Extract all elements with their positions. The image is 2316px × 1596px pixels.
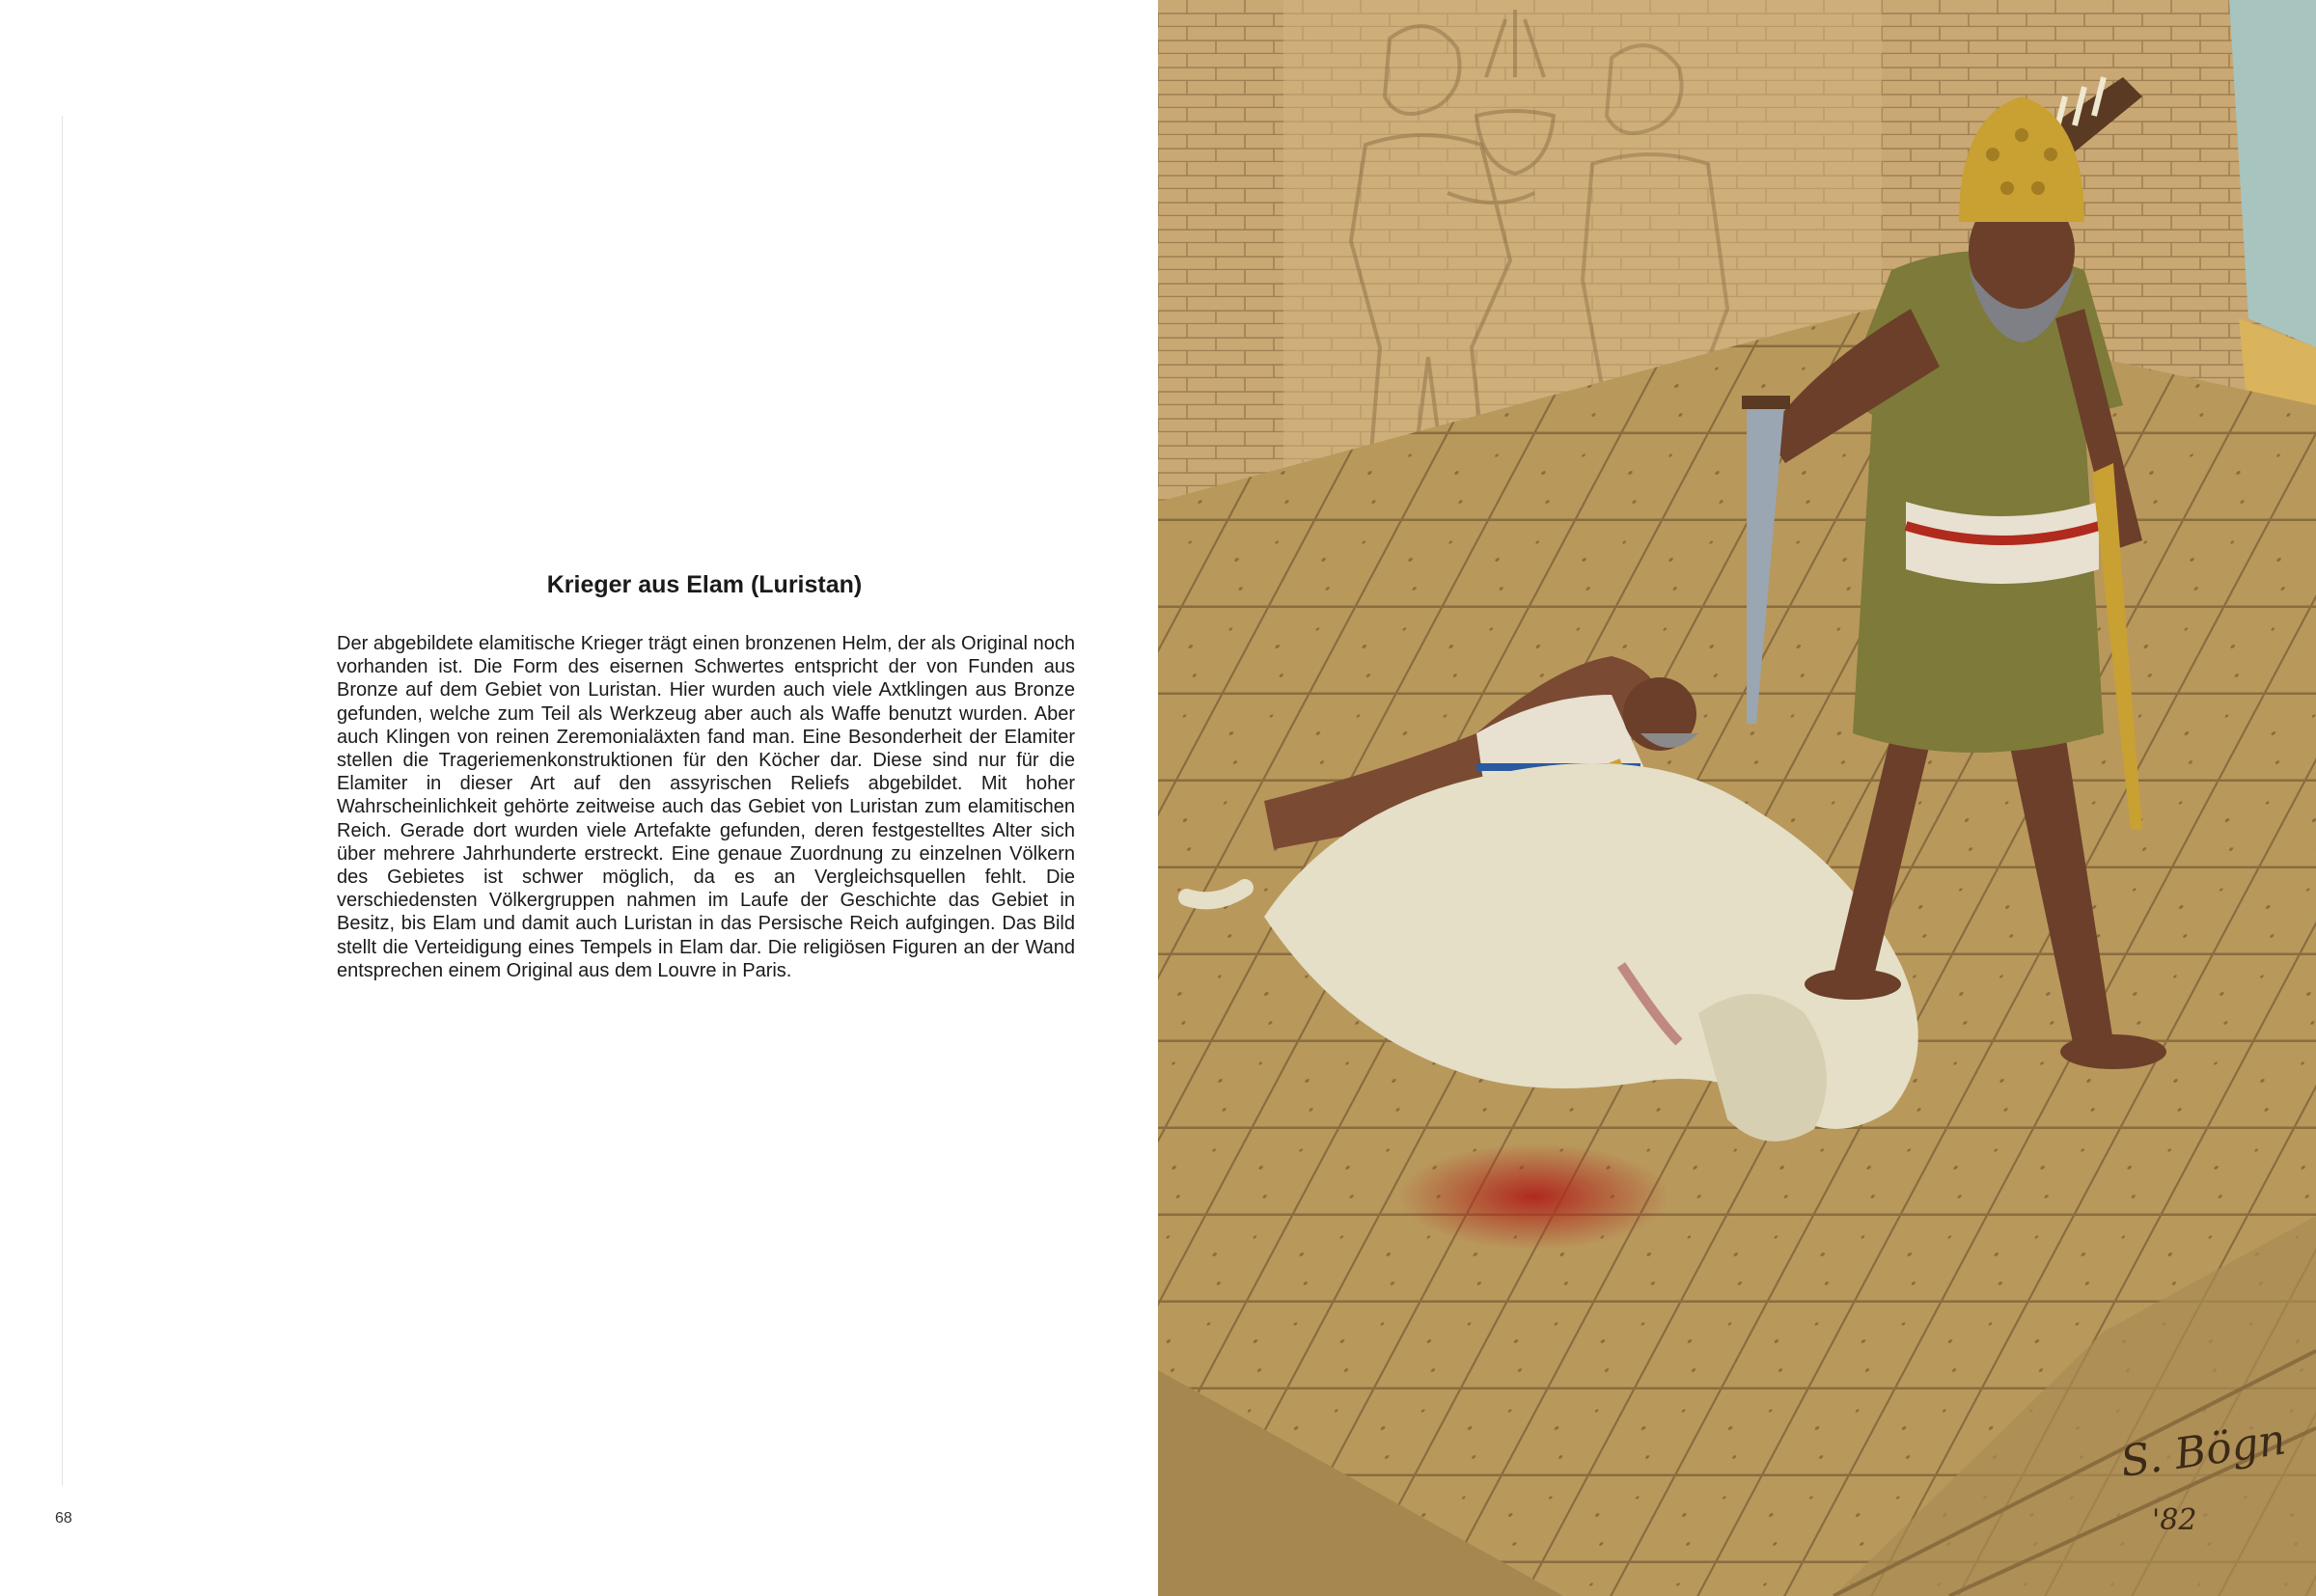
warrior-illustration bbox=[1158, 0, 2316, 1596]
article-title: Krieger aus Elam (Luristan) bbox=[546, 571, 863, 598]
page-number: 68 bbox=[55, 1510, 72, 1527]
margin-line bbox=[62, 116, 63, 1486]
article-body: Der abgebildete elamitische Krieger trägt einen bronzenen Helm, der als Original noch vorhanden ist. Die Form des eisernen Schwertes entspricht der von Funden aus Bronze auf dem Gebiet von Luristan. Hier wurden auch viele Axtklingen aus Bronze gefunden, welche zum Teil als Werkzeug aber auch als Waffe benutzt wurden. Aber auch Klingen von reinen Zeremonialäxten fand man. Eine Besonderheit der Elamiter stellen die Trageriemenkonstruktionen für den Köcher dar. Diese sind nur für die Elamiter in dieser Art auf den assyrischen Reliefs abgebildet. Mit hoher Wahrscheinlichkeit gehörte zeitweise auch das Gebiet von Luristan zum elamitischen Reich. Gerade dort wurden viele Artefakte gefunden, deren festgestelltes Alter sich über mehrere Jahrhunderte erstreckt. Eine genaue Zuordnung zu einzelnen Völkern des Gebietes ist schwer möglich, da es an Vergleichsquellen fehlt. Die verschiedensten Völkergruppen nahmen im Laufe der Geschichte das Gebiet in Besitz, bis Elam und damit auch Luristan in das Persische Reich aufgingen. Das Bild stellt die Verteidigung eines Tempels in Elam dar. Die religiösen Figuren an der Wand entsprechen einem Original aus dem Louvre in Paris. bbox=[337, 633, 1075, 981]
blood-pool bbox=[1399, 1143, 1669, 1250]
left-page bbox=[0, 0, 1156, 1596]
svg-text:'82: '82 bbox=[2152, 1503, 2197, 1537]
svg-text:S. Bögn: S. Bögn bbox=[2117, 1415, 2289, 1487]
